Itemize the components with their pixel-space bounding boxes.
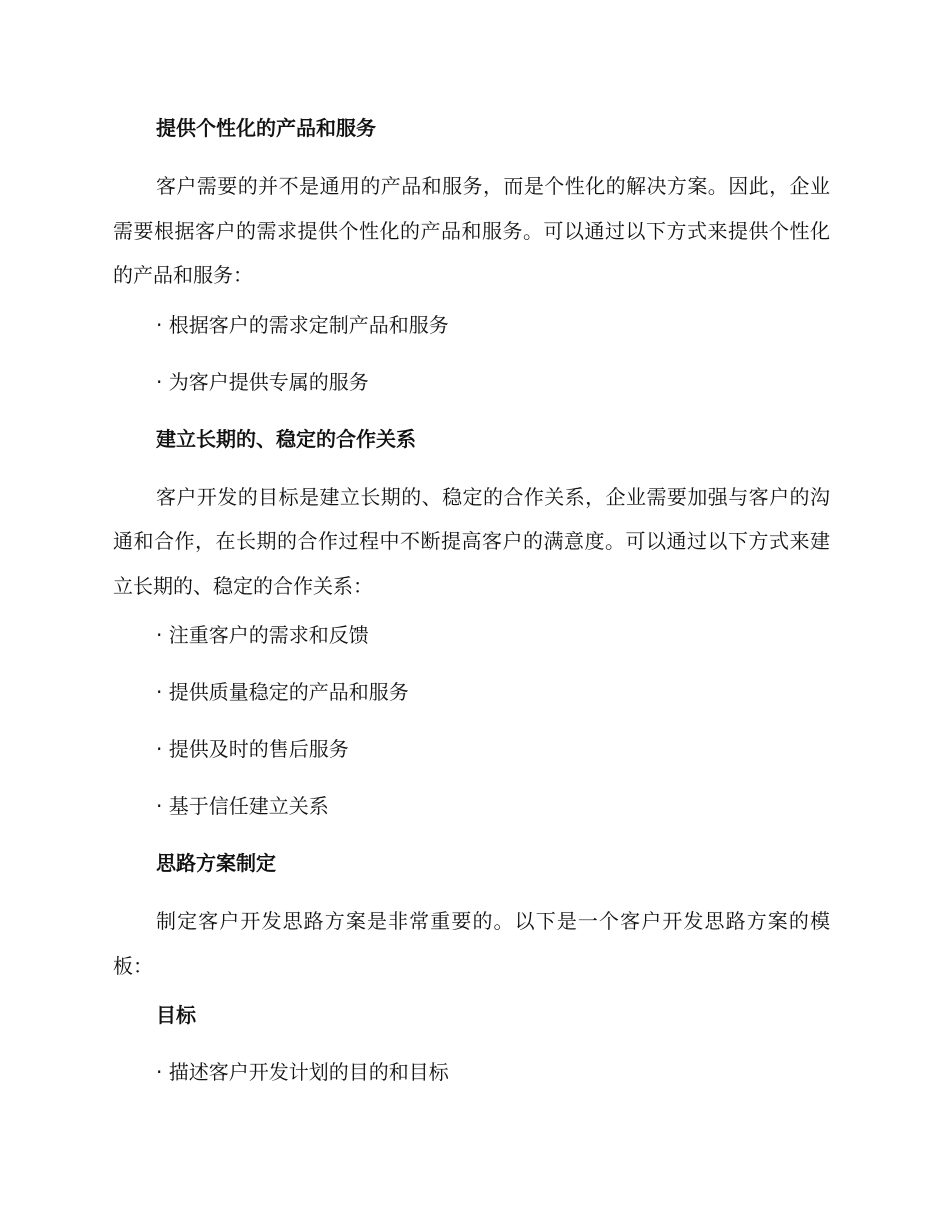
list-item: · 根据客户的需求定制产品和服务: [156, 312, 449, 337]
list-item: · 描述客户开发计划的目的和目标: [156, 1060, 449, 1084]
section-paragraph-long-term: 客户开发的目标是建立长期的、稳定的合作关系，企业需要加强与客户的沟通和合作，在长期的合作过程中不断提高客户的满意度。可以通过以下方式来建立长期的、稳定的合作关系：: [113, 484, 830, 598]
list-item: · 注重客户的需求和反馈: [156, 623, 369, 647]
list-item: · 为客户提供专属的服务: [156, 369, 369, 394]
list-item: · 提供质量稳定的产品和服务: [156, 680, 409, 704]
section-paragraph-plan: 制定客户开发思路方案是非常重要的。以下是一个客户开发思路方案的模板：: [113, 909, 830, 978]
list-item: · 基于信任建立关系: [156, 794, 329, 818]
list-item: · 提供及时的售后服务: [156, 737, 349, 761]
section-heading-long-term: 建立长期的、稳定的合作关系: [156, 426, 416, 451]
section-paragraph-personalized: 客户需要的并不是通用的产品和服务，而是个性化的解决方案。因此，企业需要根据客户的需求提供个性化的产品和服务。可以通过以下方式来提供个性化的产品和服务：: [113, 174, 830, 287]
section-heading-plan: 思路方案制定: [156, 851, 276, 875]
section-heading-goal: 目标: [156, 1003, 196, 1027]
section-heading-personalized: 提供个性化的产品和服务: [156, 116, 376, 140]
